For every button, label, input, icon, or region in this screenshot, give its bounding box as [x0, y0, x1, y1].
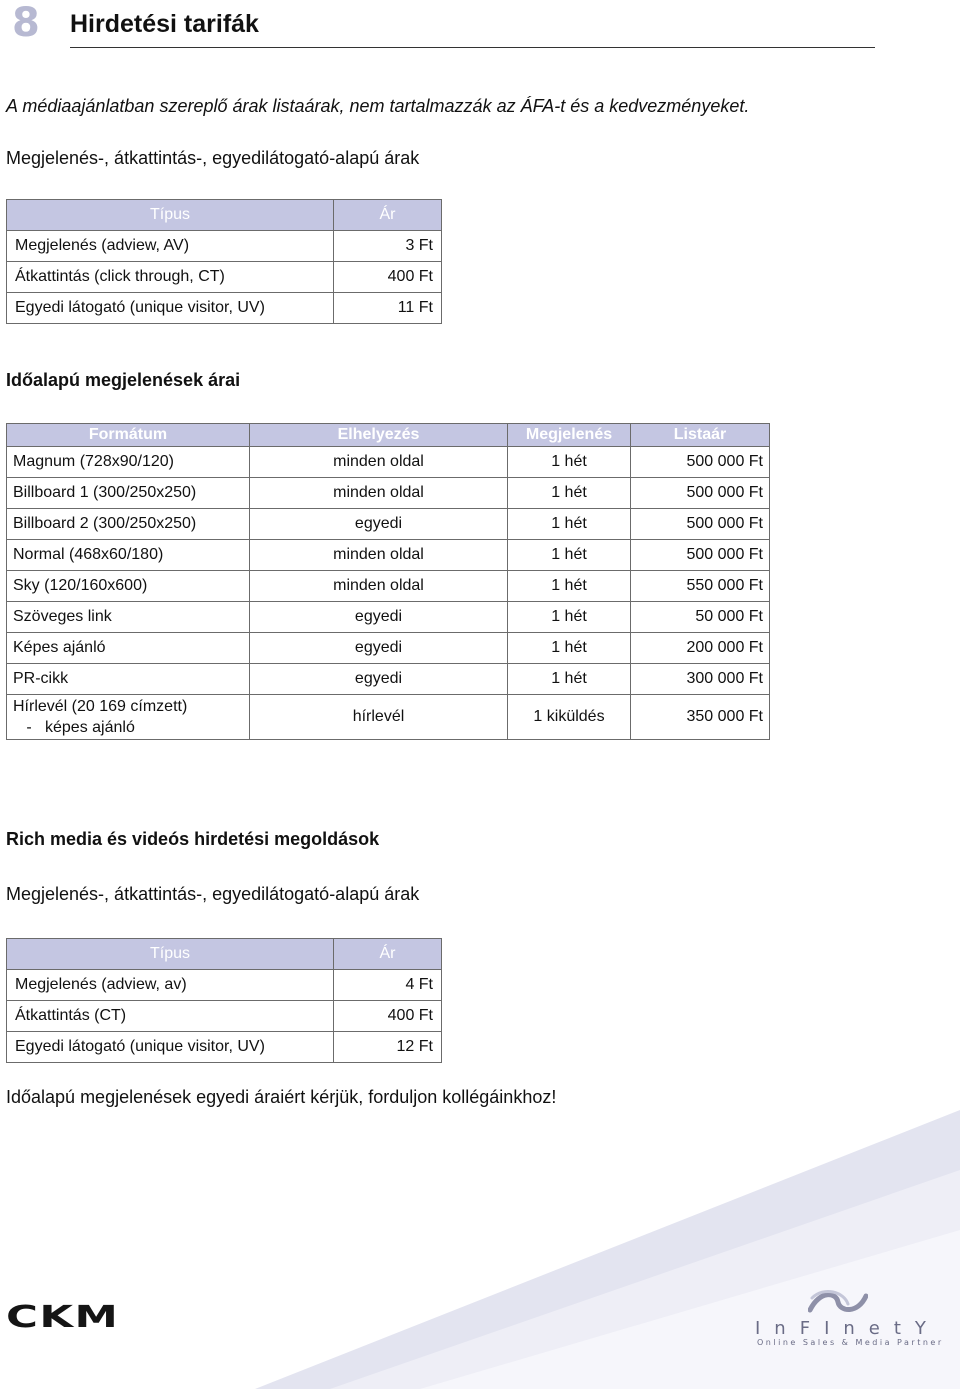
title-divider: [70, 47, 875, 48]
table-row: [7, 571, 770, 602]
ckm-logo: CKM: [6, 1300, 120, 1335]
format-cell: Szöveges link: [7, 602, 250, 633]
type-cell: Megjelenés (adview, av): [7, 970, 334, 1001]
price-cell: 12 Ft: [334, 1032, 442, 1063]
pricing-table-2: [6, 423, 770, 740]
page-number: 8: [12, 0, 39, 46]
table-row: [7, 1032, 442, 1063]
format-cell: Normal (468x60/180): [7, 540, 250, 571]
appearance-cell: 1 hét: [508, 447, 631, 478]
appearance-cell: 1 hét: [508, 602, 631, 633]
table-row: [7, 602, 770, 633]
placement-cell: minden oldal: [250, 447, 508, 478]
appearance-cell: 1 hét: [508, 540, 631, 571]
column-header-price: Ár: [334, 200, 442, 231]
placement-cell: minden oldal: [250, 478, 508, 509]
newsletter-format-line1: Hírlevél (20 169 címzett): [13, 698, 188, 715]
table-row-newsletter: [7, 695, 770, 740]
price-cell: 400 Ft: [334, 1001, 442, 1032]
appearance-cell: 1 hét: [508, 478, 631, 509]
page-title: Hirdetési tarifák: [70, 10, 259, 38]
type-cell: Megjelenés (adview, AV): [7, 231, 334, 262]
placement-cell: egyedi: [250, 602, 508, 633]
table-row: [7, 970, 442, 1001]
type-cell: Egyedi látogató (unique visitor, UV): [7, 293, 334, 324]
appearance-cell: 1 hét: [508, 664, 631, 695]
type-cell: Egyedi látogató (unique visitor, UV): [7, 1032, 334, 1063]
list-price-cell: 500 000 Ft: [631, 509, 770, 540]
list-price-cell: 200 000 Ft: [631, 633, 770, 664]
placement-cell: minden oldal: [250, 540, 508, 571]
footer-note: Időalapú megjelenések egyedi áraiért kérjük, forduljon kollégáinkhoz!: [6, 1087, 557, 1107]
format-cell: Magnum (728x90/120): [7, 447, 250, 478]
column-header-type: Típus: [7, 939, 334, 970]
table-row: [7, 1001, 442, 1032]
appearance-cell: 1 kiküldés: [508, 695, 631, 740]
list-price-cell: 50 000 Ft: [631, 602, 770, 633]
format-cell: [7, 695, 250, 740]
placement-cell: egyedi: [250, 664, 508, 695]
section3-heading: Rich media és videós hirdetési megoldások: [6, 829, 380, 849]
table-row: [7, 509, 770, 540]
list-price-cell: 350 000 Ft: [631, 695, 770, 740]
column-header-list-price: Listaár: [631, 424, 770, 447]
format-cell: Billboard 1 (300/250x250): [7, 478, 250, 509]
table-row: [7, 478, 770, 509]
format-cell: PR-cikk: [7, 664, 250, 695]
section3-subheading: Megjelenés-, átkattintás-, egyedilátogató-alapú árak: [6, 884, 420, 904]
pricing-table-3: [6, 938, 442, 1063]
newsletter-format-sub: képes ajánló: [45, 719, 135, 736]
column-header-format: Formátum: [7, 424, 250, 447]
column-header-placement: Elhelyezés: [250, 424, 508, 447]
placement-cell: egyedi: [250, 509, 508, 540]
table-row: [7, 664, 770, 695]
column-header-type: Típus: [7, 200, 334, 231]
list-dash: -: [26, 719, 32, 736]
type-cell: Átkattintás (click through, CT): [7, 262, 334, 293]
table-row: [7, 540, 770, 571]
format-cell: Sky (120/160x600): [7, 571, 250, 602]
infinety-tagline: Online Sales & Media Partner: [757, 1338, 944, 1347]
appearance-cell: 1 hét: [508, 509, 631, 540]
intro-note: A médiaajánlatban szereplő árak listaárak, nem tartalmazzák az ÁFA-t és a kedvezményeket.: [6, 96, 750, 116]
column-header-appearance: Megjelenés: [508, 424, 631, 447]
appearance-cell: 1 hét: [508, 571, 631, 602]
price-cell: 400 Ft: [334, 262, 442, 293]
table-row: [7, 231, 442, 262]
section2-heading: Időalapú megjelenések árai: [6, 370, 241, 390]
format-cell: Billboard 2 (300/250x250): [7, 509, 250, 540]
list-price-cell: 550 000 Ft: [631, 571, 770, 602]
price-cell: 4 Ft: [334, 970, 442, 1001]
placement-cell: minden oldal: [250, 571, 508, 602]
list-price-cell: 300 000 Ft: [631, 664, 770, 695]
infinety-swirl-icon: [808, 1288, 868, 1318]
format-cell: Képes ajánló: [7, 633, 250, 664]
table-header-row: [7, 939, 442, 970]
placement-cell: egyedi: [250, 633, 508, 664]
pricing-table-1: [6, 199, 442, 324]
newsletter-format-line2: [13, 717, 243, 738]
column-header-price: Ár: [334, 939, 442, 970]
price-cell: 3 Ft: [334, 231, 442, 262]
type-cell: Átkattintás (CT): [7, 1001, 334, 1032]
table-header-row: [7, 200, 442, 231]
list-price-cell: 500 000 Ft: [631, 540, 770, 571]
infinety-logo: InFInetY: [755, 1318, 940, 1339]
table-row: [7, 633, 770, 664]
table-row: [7, 293, 442, 324]
list-price-cell: 500 000 Ft: [631, 478, 770, 509]
table-row: [7, 262, 442, 293]
appearance-cell: 1 hét: [508, 633, 631, 664]
table-header-row: [7, 424, 770, 447]
list-price-cell: 500 000 Ft: [631, 447, 770, 478]
placement-cell: hírlevél: [250, 695, 508, 740]
section1-heading: Megjelenés-, átkattintás-, egyedilátogató-alapú árak: [6, 148, 420, 168]
price-cell: 11 Ft: [334, 293, 442, 324]
table-row: [7, 447, 770, 478]
